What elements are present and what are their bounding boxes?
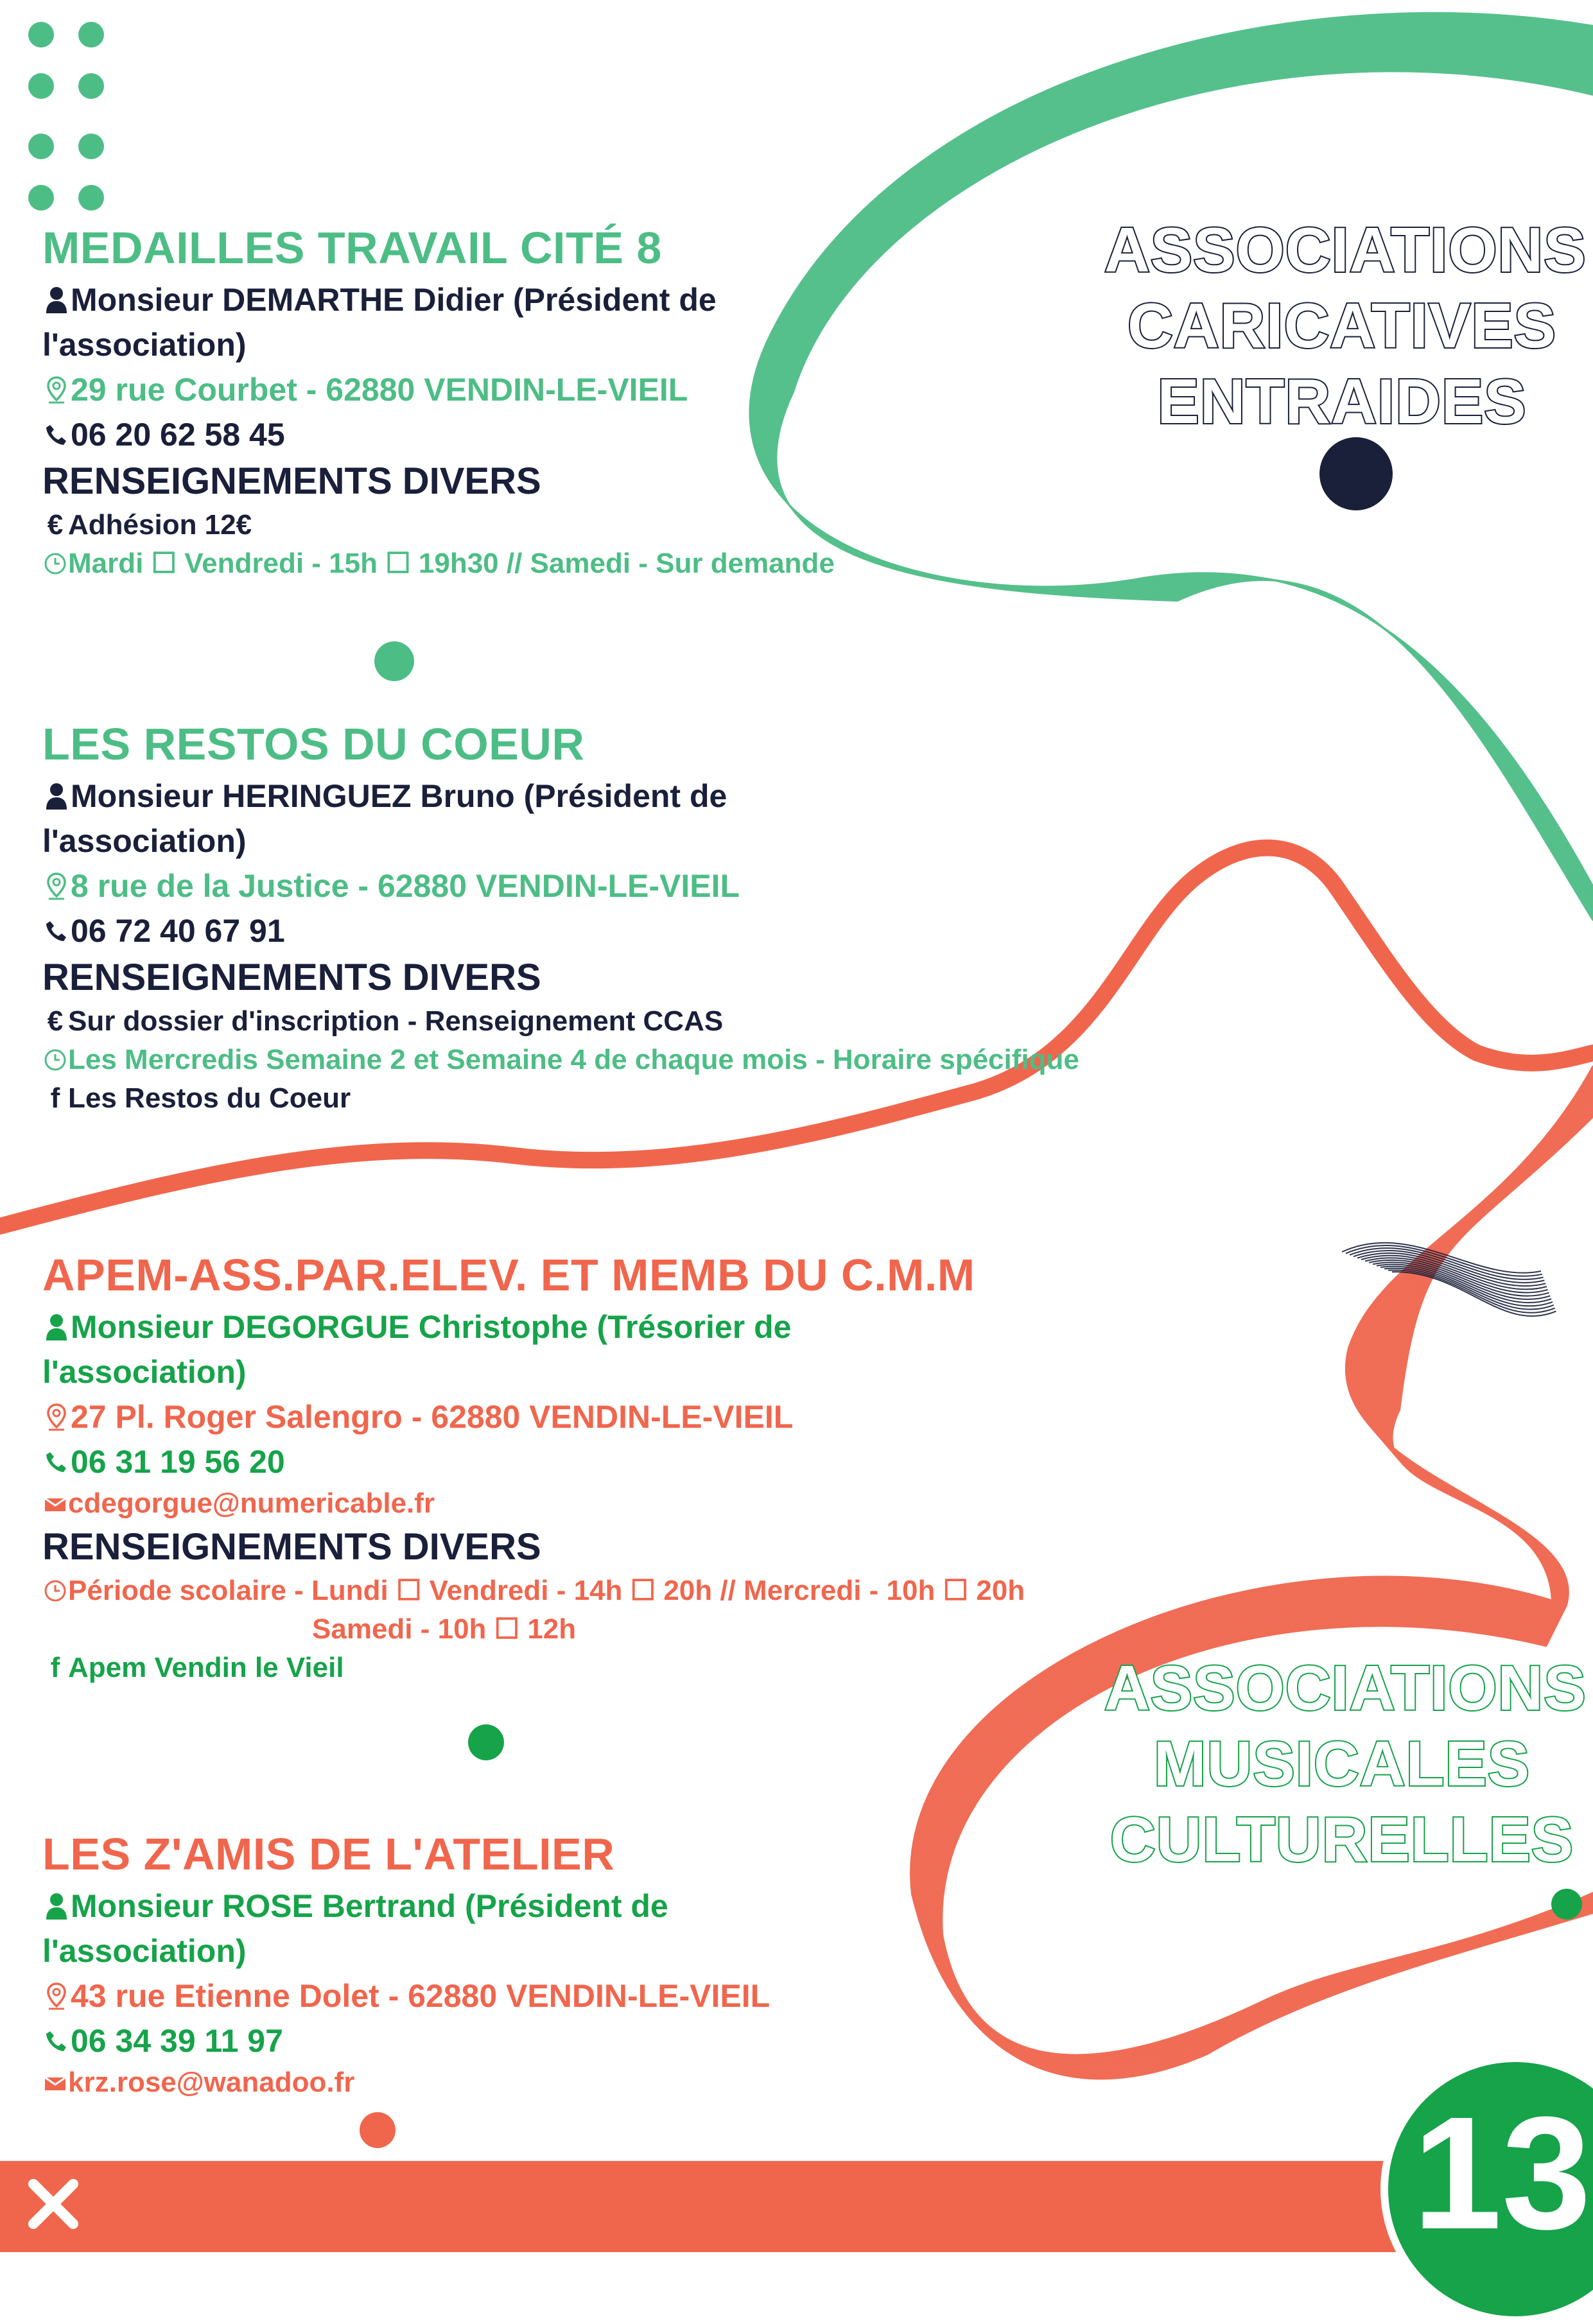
person-icon xyxy=(42,1305,71,1349)
mail-icon xyxy=(42,2063,68,2102)
phone-row xyxy=(42,908,1083,953)
location-pin-icon xyxy=(42,863,71,908)
clock-icon xyxy=(42,1041,68,1079)
contact-row-continued xyxy=(42,819,1083,863)
association-apem xyxy=(42,1248,1083,1687)
facebook-row xyxy=(42,1079,1083,1118)
euro-icon: € xyxy=(47,1005,64,1037)
category-line-1: ASSOCIATIONS xyxy=(1104,214,1587,285)
facebook-icon: f xyxy=(50,1082,60,1114)
contact-row xyxy=(42,1884,1083,1929)
hours-row xyxy=(42,1572,1083,1610)
hours-text: Les Mercredis Semaine 2 et Semaine 4 de chaque mois - Horaire spécifique xyxy=(68,1044,1079,1075)
association-title: MEDAILLES TRAVAIL CITÉ 8 xyxy=(42,223,662,273)
address-row xyxy=(42,863,1083,908)
contact-row xyxy=(42,1305,1083,1349)
phone-icon xyxy=(42,1439,71,1484)
location-pin-icon xyxy=(42,1973,71,2018)
association-title: LES RESTOS DU COEUR xyxy=(42,719,585,769)
contact-name: Monsieur DEMARTHE Didier (Président de xyxy=(71,282,717,318)
hours-text-2: Samedi - 10h ☐ 12h xyxy=(312,1613,577,1645)
contact-role: l'association) xyxy=(42,1933,247,1969)
clock-icon xyxy=(42,544,68,583)
coral-dot xyxy=(360,2112,396,2148)
phone-number[interactable]: 06 72 40 67 91 xyxy=(71,913,285,949)
facebook-row xyxy=(42,1649,1083,1687)
person-icon xyxy=(42,774,71,819)
association-medailles-travail xyxy=(42,221,1083,583)
category-line-3: ENTRAIDES xyxy=(1157,366,1527,437)
location-pin-icon xyxy=(42,367,71,412)
phone-row xyxy=(42,2018,1083,2063)
info-heading: RENSEIGNEMENTS DIVERS xyxy=(42,957,541,998)
hours-text: Mardi ☐ Vendredi - 15h ☐ 19h30 // Samedi - Sur demande xyxy=(68,548,835,579)
hours-row xyxy=(42,1041,1083,1079)
phone-icon xyxy=(42,908,71,953)
navy-dot xyxy=(1319,437,1393,510)
dark-green-dot xyxy=(468,1724,504,1760)
category-line-2: CARICATIVES xyxy=(1127,290,1556,361)
page-number: 13 xyxy=(1413,2083,1592,2262)
contact-row-continued xyxy=(42,322,1083,367)
hours-row xyxy=(42,544,1083,583)
contact-name: Monsieur HERINGUEZ Bruno (Président de xyxy=(71,778,727,814)
phone-icon xyxy=(42,412,71,457)
contact-name: Monsieur DEGORGUE Christophe (Trésorier de xyxy=(71,1309,792,1345)
association-zamis-atelier xyxy=(42,1827,1083,2102)
info-heading: RENSEIGNEMENTS DIVERS xyxy=(42,1526,541,1568)
category-line-2: MUSICALES xyxy=(1153,1728,1531,1799)
email-link[interactable]: cdegorgue@numericable.fr xyxy=(68,1487,435,1519)
contact-row-continued xyxy=(42,1929,1083,1973)
mail-icon xyxy=(42,1484,68,1523)
fee-row xyxy=(42,1002,1083,1041)
euro-icon: € xyxy=(47,509,64,541)
association-restos-du-coeur xyxy=(42,717,1083,1118)
address-text[interactable]: 8 rue de la Justice - 62880 VENDIN-LE-VIEIL xyxy=(71,868,740,904)
association-title: LES Z'AMIS DE L'ATELIER xyxy=(42,1829,615,1879)
contact-row xyxy=(42,774,1083,819)
phone-row xyxy=(42,1439,1083,1484)
hours-text: Période scolaire - Lundi ☐ Vendredi - 14h ☐ 20h // Mercredi - 10h ☐ 20h xyxy=(68,1575,1025,1606)
contact-role: l'association) xyxy=(42,823,247,859)
email-row xyxy=(42,1484,1083,1523)
address-text[interactable]: 27 Pl. Roger Salengro - 62880 VENDIN-LE-VIEIL xyxy=(71,1399,794,1435)
fee-text: Adhésion 12€ xyxy=(68,509,252,541)
green-dot xyxy=(374,641,414,681)
contact-row-continued xyxy=(42,1349,1083,1394)
address-row xyxy=(42,1394,1083,1439)
fee-text: Sur dossier d'inscription - Renseignement CCAS xyxy=(68,1005,724,1037)
association-title: APEM-ASS.PAR.ELEV. ET MEMB DU C.M.M xyxy=(42,1250,975,1300)
contact-row xyxy=(42,277,1083,322)
email-link[interactable]: krz.rose@wanadoo.fr xyxy=(68,2067,355,2098)
category-line-3: CULTURELLES xyxy=(1110,1804,1574,1875)
phone-row xyxy=(42,412,1083,457)
close-icon[interactable] xyxy=(26,2176,81,2232)
phone-icon xyxy=(42,2018,71,2063)
facebook-link[interactable]: Apem Vendin le Vieil xyxy=(68,1652,344,1683)
dot-grid-decoration xyxy=(26,19,109,218)
contact-role: l'association) xyxy=(42,327,247,363)
clock-icon xyxy=(42,1572,68,1610)
address-row xyxy=(42,367,1083,412)
contact-role: l'association) xyxy=(42,1354,247,1390)
category-heading-musicales xyxy=(1104,1650,1587,1877)
hours-row-continued xyxy=(42,1610,1083,1649)
info-heading: RENSEIGNEMENTS DIVERS xyxy=(42,460,541,502)
address-row xyxy=(42,1973,1083,2018)
address-text[interactable]: 29 rue Courbet - 62880 VENDIN-LE-VIEIL xyxy=(71,372,688,408)
person-icon xyxy=(42,1884,71,1929)
phone-number[interactable]: 06 20 62 58 45 xyxy=(71,417,285,453)
category-heading-caritatives xyxy=(1104,212,1587,439)
fee-row xyxy=(42,506,1083,544)
footer-bar xyxy=(0,2161,1593,2252)
person-icon xyxy=(42,277,71,322)
location-pin-icon xyxy=(42,1394,71,1439)
email-row xyxy=(42,2063,1083,2102)
phone-number[interactable]: 06 31 19 56 20 xyxy=(71,1444,285,1480)
dark-green-dot-right xyxy=(1551,1889,1582,1920)
contact-name: Monsieur ROSE Bertrand (Président de xyxy=(71,1888,668,1924)
address-text[interactable]: 43 rue Etienne Dolet - 62880 VENDIN-LE-VIEIL xyxy=(71,1978,770,2014)
facebook-icon: f xyxy=(50,1652,60,1683)
category-line-1: ASSOCIATIONS xyxy=(1104,1652,1587,1723)
phone-number[interactable]: 06 34 39 11 97 xyxy=(71,2023,283,2059)
facebook-link[interactable]: Les Restos du Coeur xyxy=(68,1082,351,1114)
